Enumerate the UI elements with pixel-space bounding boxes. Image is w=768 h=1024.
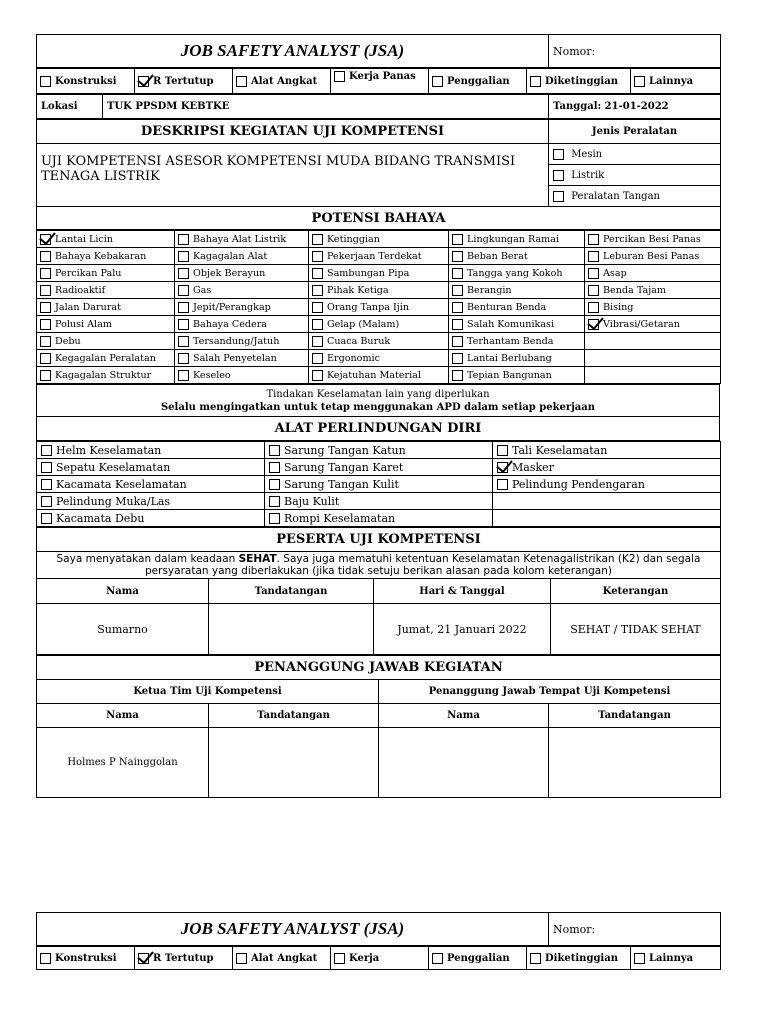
checkbox[interactable] — [312, 353, 323, 364]
checkbox[interactable] — [452, 319, 463, 330]
checkbox[interactable] — [452, 336, 463, 347]
checkbox-label: Alat Angkat — [251, 75, 318, 87]
checkbox-label: Rompi Keselamatan — [284, 511, 396, 525]
checkbox-label: Tepian Bangunan — [467, 369, 552, 381]
checkbox-label: Konstruksi — [55, 75, 117, 87]
checkbox-label: Alat Angkat — [251, 952, 318, 964]
checkbox-label: Bising — [603, 301, 634, 313]
checkbox-option[interactable] — [585, 231, 721, 248]
lokasi-row — [36, 94, 721, 119]
work-type-options — [37, 69, 721, 94]
jenis-peralatan-label: Mesin — [571, 148, 603, 160]
checkbox-option[interactable] — [37, 248, 175, 265]
nomor-label: Nomor: — [549, 913, 721, 946]
tindakan-line1: Tindakan Keselamatan lain yang diperlukan — [266, 388, 490, 400]
empty-cell — [585, 350, 721, 367]
checkbox-label: Bahaya Cedera — [193, 318, 268, 330]
peserta-table — [36, 527, 721, 655]
header-table-2 — [36, 912, 721, 946]
checkbox-label: Sarung Tangan Katun — [284, 443, 406, 457]
checkbox[interactable] — [178, 302, 189, 313]
checkbox-option[interactable] — [37, 367, 175, 384]
checkbox-option[interactable] — [37, 333, 175, 350]
peserta-header: PESERTA UJI KOMPETENSI — [37, 528, 721, 552]
checkbox[interactable] — [334, 953, 345, 964]
checkbox[interactable] — [634, 953, 645, 964]
checkbox-option[interactable] — [493, 442, 721, 459]
checkbox-option[interactable] — [493, 459, 721, 476]
checkbox-label: Benturan Benda — [467, 301, 547, 313]
hazard-row — [37, 248, 721, 265]
col-nama: Nama — [379, 704, 549, 728]
checkbox[interactable] — [40, 302, 51, 313]
checkbox-label: Pelindung Muka/Las — [56, 494, 171, 508]
checkbox-option[interactable] — [37, 265, 175, 282]
tindakan-line2: Selalu mengingatkan untuk tetap menggunakan APD dalam setiap pekerjaan — [160, 401, 596, 413]
checkbox-label: Kacamata Keselamatan — [56, 477, 187, 491]
apd-table — [36, 441, 721, 527]
checkbox-option[interactable] — [309, 316, 449, 333]
checkbox-label: Benda Tajam — [603, 284, 666, 296]
checkbox-option[interactable] — [265, 459, 493, 476]
checkbox-option[interactable] — [37, 476, 265, 493]
checkbox-option[interactable] — [175, 231, 309, 248]
jenis-peralatan-item[interactable] — [549, 186, 721, 207]
checkbox-option[interactable] — [265, 476, 493, 493]
col-nama: Nama — [37, 704, 209, 728]
checkbox-option[interactable] — [37, 299, 175, 316]
checkbox-option[interactable] — [585, 248, 721, 265]
peserta-keterangan[interactable]: SEHAT / TIDAK SEHAT — [551, 604, 721, 655]
checkbox[interactable] — [588, 251, 599, 262]
peserta-statement — [37, 552, 721, 579]
checkbox-option[interactable] — [175, 248, 309, 265]
checkbox-option[interactable] — [585, 299, 721, 316]
deskripsi-table — [36, 119, 721, 230]
apd-row — [37, 493, 721, 510]
checkbox-label: Leburan Besi Panas — [603, 250, 700, 262]
apd-row — [37, 476, 721, 493]
empty-cell — [585, 367, 721, 384]
checkbox-option[interactable] — [449, 282, 585, 299]
checkbox[interactable] — [553, 170, 564, 181]
checkbox-label: Jalan Darurat — [55, 301, 121, 313]
form-title: JOB SAFETY ANALYST (JSA) — [37, 913, 549, 946]
hazard-row — [37, 367, 721, 384]
checkbox[interactable] — [432, 953, 443, 964]
checkbox-option[interactable] — [309, 248, 449, 265]
checkbox[interactable] — [40, 285, 51, 296]
empty-cell — [493, 510, 721, 527]
checkbox[interactable] — [497, 479, 508, 490]
checkbox-label: Bahaya Alat Listrik — [193, 233, 287, 245]
checkbox[interactable] — [178, 319, 189, 330]
checkbox-label: Kagagalan Alat — [193, 250, 268, 262]
checkbox-label: Kagagalan Struktur — [55, 369, 152, 381]
checkbox-option[interactable] — [309, 231, 449, 248]
checkbox-option[interactable] — [585, 282, 721, 299]
checkbox-option[interactable] — [265, 510, 493, 527]
checkbox[interactable] — [312, 285, 323, 296]
checkbox-label: Percikan Palu — [55, 267, 122, 279]
checkbox-option[interactable] — [449, 265, 585, 282]
checkbox[interactable] — [530, 953, 541, 964]
checkbox-label: Kejatuhan Material — [327, 369, 421, 381]
checkbox[interactable] — [40, 336, 51, 347]
checkbox-option[interactable] — [37, 231, 175, 248]
checkbox-label: Debu — [55, 335, 81, 347]
checkbox-option[interactable] — [175, 265, 309, 282]
hazard-row — [37, 333, 721, 350]
col-nama: Nama — [37, 579, 209, 604]
checkbox[interactable] — [269, 479, 280, 490]
checkbox-option[interactable] — [37, 316, 175, 333]
checkbox[interactable] — [40, 353, 51, 364]
checkbox-label: Radioaktif — [55, 284, 106, 296]
checkbox-label: Masker — [512, 460, 554, 474]
checkbox[interactable] — [312, 336, 323, 347]
checkbox-label: Lantai Licin — [55, 233, 114, 245]
jenis-peralatan-label: Listrik — [571, 169, 605, 181]
checkbox[interactable] — [452, 268, 463, 279]
checkbox-label: Sarung Tangan Kulit — [284, 477, 399, 491]
work-type-row — [36, 68, 721, 94]
checkbox-option[interactable] — [265, 442, 493, 459]
checkbox-option[interactable] — [449, 299, 585, 316]
checkbox-option[interactable] — [175, 316, 309, 333]
checkbox-label: Lainnya — [649, 952, 694, 964]
checkbox-option[interactable] — [585, 265, 721, 282]
pj-ketua-nama: Holmes P Nainggolan — [37, 728, 209, 798]
checkbox-label: Percikan Besi Panas — [603, 233, 701, 245]
checkbox-label: Pelindung Pendengaran — [512, 477, 645, 491]
checkbox-label: Lingkungan Ramai — [467, 233, 560, 245]
checkbox-option[interactable] — [309, 350, 449, 367]
checkbox-label: Lainnya — [649, 75, 694, 87]
tindakan-cell — [37, 385, 720, 417]
checkbox-label: Diketinggian — [545, 75, 618, 87]
peserta-tandatangan[interactable] — [209, 604, 374, 655]
checkbox[interactable] — [40, 76, 51, 87]
hazard-row — [37, 231, 721, 248]
checkbox-option[interactable] — [37, 350, 175, 367]
checkbox[interactable] — [334, 71, 345, 82]
checkbox[interactable] — [312, 268, 323, 279]
checkbox-option[interactable] — [331, 947, 429, 970]
col-tandatangan: Tandatangan — [209, 579, 374, 604]
checkbox-option[interactable] — [449, 333, 585, 350]
checkbox-label: Tali Keselamatan — [512, 443, 608, 457]
checkbox[interactable] — [588, 234, 599, 245]
checkbox-label: Baju Kulit — [284, 494, 340, 508]
checkbox-option[interactable] — [175, 282, 309, 299]
checkbox[interactable] — [588, 285, 599, 296]
checkbox[interactable] — [312, 251, 323, 262]
checkbox-label: Lantai Berlubang — [467, 352, 552, 364]
lokasi-value: TUK PPSDM KEBTKE — [103, 95, 549, 119]
checkbox-option[interactable] — [429, 69, 527, 94]
checkbox-label: Orang Tanpa Ijin — [327, 301, 410, 313]
checked-checkbox[interactable] — [40, 234, 51, 245]
checkbox[interactable] — [40, 953, 51, 964]
jsa-form-2 — [36, 912, 720, 970]
checkbox-label: Konstruksi — [55, 952, 117, 964]
hazard-row — [37, 350, 721, 367]
checkbox-option[interactable] — [309, 282, 449, 299]
checkbox-label: Pihak Ketiga — [327, 284, 389, 296]
hazard-table — [36, 230, 721, 384]
checkbox-label: Ergonomic — [327, 352, 380, 364]
checkbox-option[interactable] — [175, 299, 309, 316]
deskripsi-text: UJI KOMPETENSI ASESOR KOMPETENSI MUDA BIDANG TRANSMISI TENAGA LISTRIK — [37, 144, 549, 207]
checkbox-option[interactable] — [265, 493, 493, 510]
checkbox[interactable] — [312, 370, 323, 381]
potensi-header: POTENSI BAHAYA — [37, 207, 721, 230]
checkbox-option[interactable] — [37, 442, 265, 459]
checkbox-label: Bahaya Kebakaran — [55, 250, 147, 262]
checkbox-option[interactable] — [175, 350, 309, 367]
checkbox-label: Berangin — [467, 284, 512, 296]
checkbox-label: Beban Berat — [467, 250, 528, 262]
checkbox[interactable] — [178, 370, 189, 381]
checkbox[interactable] — [588, 268, 599, 279]
checkbox[interactable] — [236, 953, 247, 964]
col-keterangan: Keterangan — [551, 579, 721, 604]
checkbox-option[interactable] — [449, 316, 585, 333]
apd-row — [37, 442, 721, 459]
checkbox[interactable] — [452, 302, 463, 313]
apd-row — [37, 459, 721, 476]
checkbox[interactable] — [432, 76, 443, 87]
checkbox[interactable] — [312, 234, 323, 245]
checkbox-label: Tersandung/Jatuh — [193, 335, 280, 347]
checkbox-label: Polusi Alam — [55, 318, 112, 330]
tanggal: Tanggal: 21-01-2022 — [549, 95, 721, 119]
checkbox-label: Pekerjaan Terdekat — [327, 250, 422, 262]
checkbox[interactable] — [178, 268, 189, 279]
checkbox-label: Cuaca Buruk — [327, 335, 391, 347]
checkbox-label: Terhantam Benda — [467, 335, 554, 347]
checkbox[interactable] — [236, 76, 247, 87]
checkbox-option[interactable] — [449, 231, 585, 248]
checkbox-option[interactable] — [527, 947, 631, 970]
pj-tempat-tandatangan[interactable] — [549, 728, 721, 798]
col-tandatangan: Tandatangan — [209, 704, 379, 728]
checkbox-label: Kerja — [349, 952, 380, 964]
hazard-row — [37, 265, 721, 282]
checked-checkbox[interactable] — [138, 953, 149, 964]
hazard-row — [37, 316, 721, 333]
statement-sehat: SEHAT — [238, 553, 277, 565]
checkbox[interactable] — [634, 76, 645, 87]
checkbox-label: Penggalian — [447, 75, 510, 87]
statement-text: Saya menyatakan dalam keadaan — [56, 553, 239, 565]
checkbox-label: Kacamata Debu — [56, 511, 145, 525]
checkbox[interactable] — [178, 285, 189, 296]
checkbox[interactable] — [41, 513, 52, 524]
empty-cell — [493, 493, 721, 510]
checkbox-option[interactable] — [631, 69, 721, 94]
checkbox-label: Ketinggian — [327, 233, 380, 245]
checkbox-option[interactable] — [331, 69, 429, 94]
checkbox[interactable] — [41, 445, 52, 456]
checkbox[interactable] — [178, 251, 189, 262]
pj-group-ketua: Ketua Tim Uji Kompetensi — [37, 680, 379, 704]
checkbox-label: Kerja Panas — [349, 71, 416, 82]
header-table — [36, 34, 721, 68]
nomor-label: Nomor: — [549, 35, 721, 68]
checkbox-label: Objek Berayun — [193, 267, 266, 279]
checkbox-label: Keseleo — [193, 369, 231, 381]
checkbox[interactable] — [40, 251, 51, 262]
checkbox[interactable] — [41, 462, 52, 473]
checkbox-option[interactable] — [135, 947, 233, 970]
checkbox-label: R Tertutup — [153, 952, 214, 964]
jsa-form — [36, 34, 720, 798]
work-type-options — [37, 947, 721, 970]
checkbox[interactable] — [178, 353, 189, 364]
empty-cell — [585, 333, 721, 350]
checkbox[interactable] — [452, 234, 463, 245]
pj-header: PENANGGUNG JAWAB KEGIATAN — [37, 656, 721, 680]
checkbox-label: Sepatu Keselamatan — [56, 460, 171, 474]
pj-tempat-nama[interactable] — [379, 728, 549, 798]
checkbox[interactable] — [553, 191, 564, 202]
checkbox[interactable] — [40, 268, 51, 279]
checkbox[interactable] — [452, 285, 463, 296]
checkbox-label: Diketinggian — [545, 952, 618, 964]
checkbox-option[interactable] — [233, 947, 331, 970]
pj-ketua-tandatangan[interactable] — [209, 728, 379, 798]
col-hari-tanggal: Hari & Tanggal — [374, 579, 551, 604]
checkbox[interactable] — [530, 76, 541, 87]
checkbox-option[interactable] — [37, 69, 135, 94]
checkbox[interactable] — [269, 496, 280, 507]
checkbox-label: Salah Penyetelan — [193, 352, 277, 364]
checkbox-option[interactable] — [309, 299, 449, 316]
checkbox[interactable] — [497, 445, 508, 456]
apd-row — [37, 510, 721, 527]
checkbox[interactable] — [41, 479, 52, 490]
checkbox[interactable] — [41, 496, 52, 507]
jenis-peralatan-item[interactable] — [549, 144, 721, 165]
checkbox-option[interactable] — [527, 69, 631, 94]
deskripsi-header: DESKRIPSI KEGIATAN UJI KOMPETENSI — [37, 120, 549, 144]
checkbox-label: Sambungan Pipa — [327, 267, 410, 279]
checkbox-option[interactable] — [175, 333, 309, 350]
checked-checkbox[interactable] — [138, 76, 149, 87]
checkbox-label: Tangga yang Kokoh — [467, 267, 563, 279]
checkbox-label: R Tertutup — [153, 75, 214, 87]
checkbox-label: Sarung Tangan Karet — [284, 460, 404, 474]
checkbox-option[interactable] — [309, 367, 449, 384]
checkbox[interactable] — [40, 319, 51, 330]
checkbox-option[interactable] — [585, 316, 721, 333]
checkbox[interactable] — [269, 513, 280, 524]
checkbox[interactable] — [588, 302, 599, 313]
checkbox-label: Vibrasi/Getaran — [603, 318, 680, 330]
hazard-row — [37, 282, 721, 299]
jenis-peralatan-label: Peralatan Tangan — [571, 190, 660, 202]
jenis-peralatan-header: Jenis Peralatan — [549, 120, 721, 144]
checked-checkbox[interactable] — [588, 319, 599, 330]
checkbox-label: Penggalian — [447, 952, 510, 964]
checkbox[interactable] — [452, 353, 463, 364]
checkbox[interactable] — [452, 370, 463, 381]
checkbox[interactable] — [178, 336, 189, 347]
checkbox-option[interactable] — [493, 476, 721, 493]
col-tandatangan: Tandatangan — [549, 704, 721, 728]
checkbox-option[interactable] — [309, 265, 449, 282]
checkbox-option[interactable] — [429, 947, 527, 970]
checkbox-label: Gelap (Malam) — [327, 318, 400, 330]
checkbox-label: Asap — [603, 267, 627, 279]
jenis-peralatan-item[interactable] — [549, 165, 721, 186]
checkbox-label: Jepit/Perangkap — [193, 301, 271, 313]
checkbox-option[interactable] — [631, 947, 721, 970]
checkbox-option[interactable] — [37, 947, 135, 970]
checkbox-label: Gas — [193, 284, 212, 296]
checkbox[interactable] — [269, 445, 280, 456]
checkbox-label: Helm Keselamatan — [56, 443, 162, 457]
checkbox-option[interactable] — [135, 69, 233, 94]
apd-header: ALAT PERLINDUNGAN DIRI — [37, 417, 720, 441]
checkbox-option[interactable] — [37, 282, 175, 299]
checkbox-option[interactable] — [449, 350, 585, 367]
tindakan-table — [36, 384, 720, 441]
checkbox-option[interactable] — [449, 367, 585, 384]
checkbox[interactable] — [312, 319, 323, 330]
statement-text: . Saya juga mematuhi ketentuan Keselamatan Ketenagalistrikan (K2) dan segala persyaratan yang diberlakukan (jika tidak setuju berikan alasan pada kolom keterangan) — [145, 553, 701, 577]
lokasi-label: Lokasi — [37, 95, 103, 119]
checkbox[interactable] — [178, 234, 189, 245]
checkbox[interactable] — [452, 251, 463, 262]
checkbox[interactable] — [269, 462, 280, 473]
form-title: JOB SAFETY ANALYST (JSA) — [37, 35, 549, 68]
checkbox[interactable] — [553, 149, 564, 160]
checkbox-option[interactable] — [37, 493, 265, 510]
checked-checkbox[interactable] — [497, 462, 508, 473]
checkbox-option[interactable] — [449, 248, 585, 265]
work-type-row-2 — [36, 946, 721, 970]
peserta-tanggal: Jumat, 21 Januari 2022 — [374, 604, 551, 655]
checkbox-label: Kegagalan Peralatan — [55, 352, 156, 364]
checkbox-option[interactable] — [233, 69, 331, 94]
checkbox-option[interactable] — [37, 459, 265, 476]
pj-table — [36, 655, 721, 798]
pj-group-tempat: Penanggung Jawab Tempat Uji Kompetensi — [379, 680, 721, 704]
peserta-nama: Sumarno — [37, 604, 209, 655]
checkbox-option[interactable] — [37, 510, 265, 527]
checkbox-option[interactable] — [175, 367, 309, 384]
hazard-row — [37, 299, 721, 316]
checkbox[interactable] — [312, 302, 323, 313]
checkbox[interactable] — [40, 370, 51, 381]
checkbox-option[interactable] — [309, 333, 449, 350]
checkbox-label: Salah Komunikasi — [467, 318, 555, 330]
